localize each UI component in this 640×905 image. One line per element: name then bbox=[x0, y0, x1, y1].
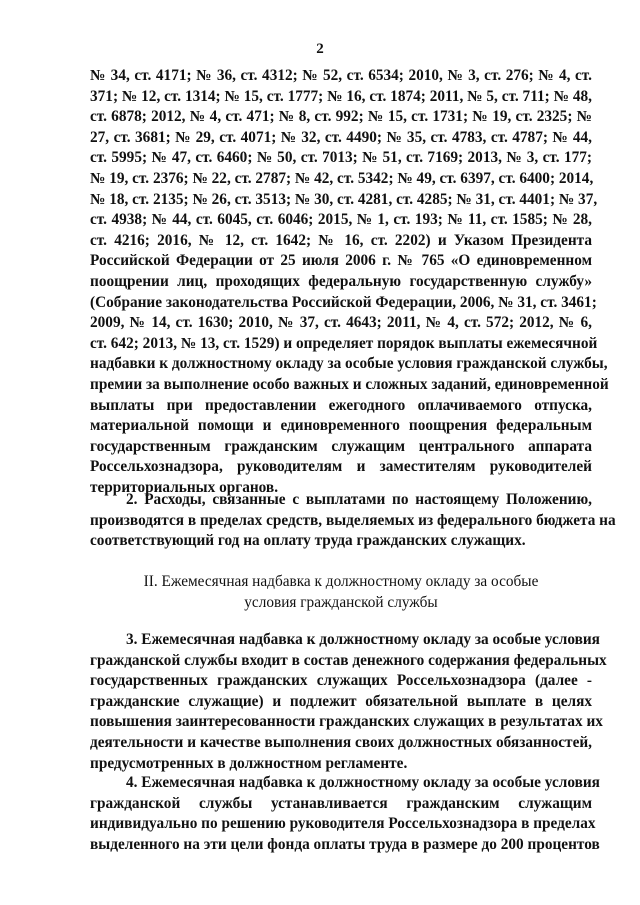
text-line: № 19, ст. 2376; № 22, ст. 2787; № 42, ст. 5342; № 49, ст. 6397, ст. 6400; 2014, bbox=[90, 169, 594, 187]
paragraph-3 bbox=[90, 630, 607, 774]
text-line: ст. 4938; № 44, ст. 6045, ст. 6046; 2015, № 1, ст. 193; № 11, ст. 1585; № 28, bbox=[90, 211, 592, 229]
text-line: повышения заинтересованности гражданских служащих в результатах их bbox=[90, 713, 603, 731]
text-line: (Собрание законодательства Российской Федерации, 2006, № 31, ст. 3461; bbox=[90, 293, 597, 311]
text-line: соответствующий год на оплату труда гражданских служащих. bbox=[90, 532, 526, 550]
text-line: премии за выполнение особо важных и сложных заданий, единовременной bbox=[90, 375, 609, 393]
text-line: гражданской службы устанавливается гражданским служащим bbox=[90, 794, 592, 812]
paragraph-2 bbox=[90, 490, 616, 552]
text-line: государственным гражданским служащим центрального аппарата bbox=[90, 437, 592, 455]
text-line: предусмотренных в должностном регламенте. bbox=[90, 754, 408, 772]
text-line: ст. 642; 2013, № 13, ст. 1529) и определяет порядок выплаты ежемесячной bbox=[90, 334, 598, 352]
text-line: поощрении лиц, проходящих федеральную государственную службу» bbox=[90, 272, 592, 290]
text-line: 2009, № 14, ст. 1630; 2010, № 37, ст. 4643; 2011, № 4, ст. 572; 2012, № 6, bbox=[90, 314, 592, 332]
text-line: индивидуально по решению руководителя Россельхознадзора в пределах bbox=[90, 815, 596, 833]
text-line: № 34, ст. 4171; № 36, ст. 4312; № 52, ст. 6534; 2010, № 3, ст. 276; № 4, ст. bbox=[90, 67, 592, 84]
text-line: надбавки к должностному окладу за особые условия гражданской службы, bbox=[90, 355, 608, 373]
text-line: № 18, ст. 2135; № 26, ст. 3513; № 30, ст. 4281, ст. 4285; № 31, ст. 4401; № 37, bbox=[90, 190, 598, 208]
text-line: выплаты при предоставлении ежегодного оплачиваемого отпуска, bbox=[90, 396, 592, 414]
text-line: 371; № 12, ст. 1314; № 15, ст. 1777; № 16, ст. 1874; 2011, № 5, ст. 711; № 48, bbox=[90, 87, 592, 105]
text-line: выделенного на эти цели фонда оплаты труда в размере до 200 процентов bbox=[90, 835, 600, 853]
text-line: 27, ст. 3681; № 29, ст. 4071; № 32, ст. 4490; № 35, ст. 4783, ст. 4787; № 44, bbox=[90, 128, 592, 146]
paragraph-4 bbox=[90, 773, 600, 855]
section-heading-line: условия гражданской службы bbox=[244, 594, 438, 611]
text-line: гражданской службы входит в состав денежного содержания федеральных bbox=[90, 651, 607, 669]
text-line: 3. Ежемесячная надбавка к должностному окладу за особые условия bbox=[126, 631, 600, 648]
text-line: ст. 6878; 2012, № 4, ст. 471; № 8, ст. 992; № 15, ст. 1731; № 19, ст. 2325; № bbox=[90, 108, 592, 126]
text-line: территориальных органов. bbox=[90, 478, 279, 496]
continuation-paragraph bbox=[90, 66, 609, 498]
text-line: 2. Расходы, связанные с выплатами по настоящему Положению, bbox=[126, 491, 592, 508]
text-line: гражданские служащие) и подлежит обязательной выплате в целях bbox=[90, 692, 592, 710]
text-line: ст. 4216; 2016, № 12, ст. 1642; № 16, ст. 2202) и Указом Президента bbox=[90, 231, 592, 249]
text-line: Российской Федерации от 25 июля 2006 г. № 765 «О единовременном bbox=[90, 252, 592, 270]
text-line: ст. 5995; № 47, ст. 6460; № 50, ст. 7013; № 51, ст. 7169; 2013, № 3, ст. 177; bbox=[90, 149, 592, 167]
text-line: деятельности и качестве выполнения своих должностных обязанностей, bbox=[90, 733, 592, 751]
text-line: производятся в пределах средств, выделяемых из федерального бюджета на bbox=[90, 511, 616, 529]
text-line: Россельхознадзора, руководителям и заместителям руководителей bbox=[90, 458, 592, 476]
section-heading-line: II. Ежемесячная надбавка к должностному окладу за особые bbox=[143, 573, 539, 590]
page-number: 2 bbox=[316, 41, 324, 57]
text-line: материальной помощи и единовременного поощрения федеральным bbox=[90, 417, 592, 435]
section-heading bbox=[90, 571, 592, 613]
text-line: государственных гражданских служащих Россельхознадзора (далее - bbox=[90, 672, 592, 690]
text-line: 4. Ежемесячная надбавка к должностному окладу за особые условия bbox=[126, 774, 600, 791]
